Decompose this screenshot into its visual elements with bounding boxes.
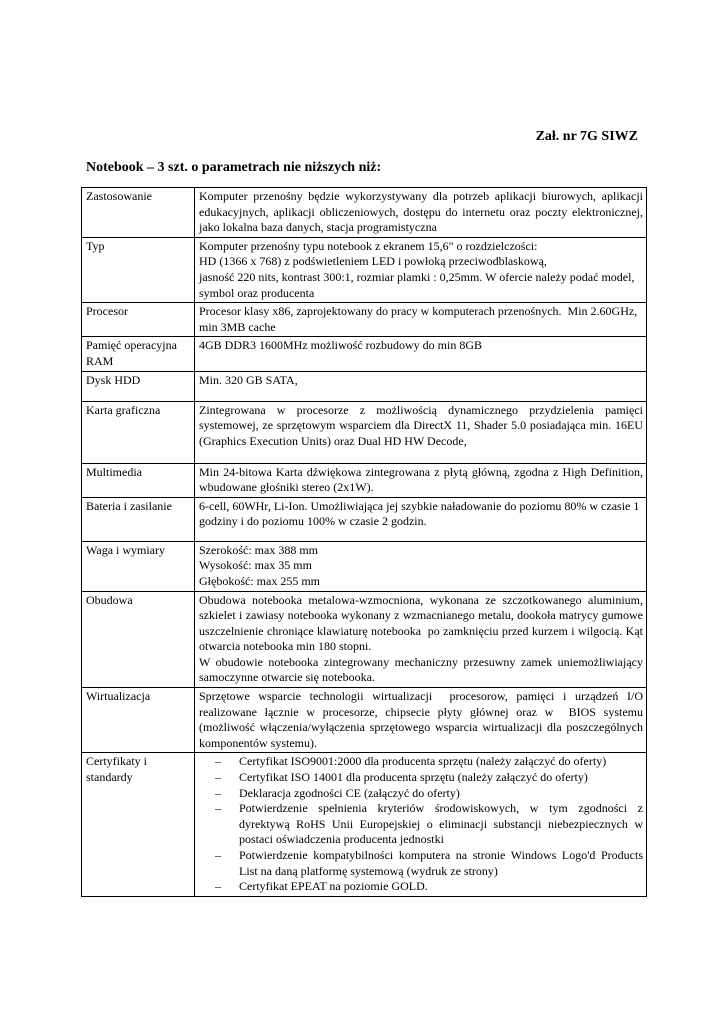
row-value-certyfikaty [195, 753, 647, 896]
annex-label: Zał. nr 7G SIWZ [535, 129, 638, 144]
list-item: – Certyfikat ISO9001:2000 dla producenta sprzętu (należy załączyć do oferty) [215, 754, 643, 770]
row-value-karta-graficzna [195, 401, 647, 463]
row-label-karta-graficzna: Karta graficzna [82, 401, 195, 463]
value-line: Procesor klasy x86, zaprojektowany do pracy w komputerach przenośnych. Min 2.60GHz, min 3MB cache [199, 304, 641, 334]
table-row [82, 188, 647, 238]
table-row [82, 497, 647, 541]
value-line: Komputer przenośny będzie wykorzystywany dla potrzeb aplikacji biurowych, aplikacji edukacyjnych, aplikacji obliczeniowych, dostępu do internetu oraz poczty elektronicznej, jako lokalna baza danych, stacja programistyczna [199, 189, 646, 235]
row-label-certyfikaty: Certyfikaty i standardy [82, 753, 195, 896]
row-value-pamiec [195, 337, 647, 371]
value-line: 4GB DDR3 1600MHz możliwość rozbudowy do min 8GB [199, 338, 482, 353]
row-value-bateria [195, 497, 647, 541]
value-line: Zintegrowana w procesorze z możliwością dynamicznego przydzielenia pamięci systemowej, ze sprzętowym wsparciem dla DirectX 11, Shader 5.0 posiadająca min. 16EU (Graphics Execution Units) oraz Dual HD HW Decode, [199, 402, 646, 448]
list-item: – Deklaracja zgodności CE (załączyć do oferty) [215, 786, 643, 802]
value-line: Min 24-bitowa Karta dźwiękowa zintegrowana z płytą główną, zgodna z High Definition, wbudowane głośniki stereo (2x1W). [199, 464, 646, 495]
value-line: Wysokość: max 35 mm [199, 558, 312, 573]
row-value-waga [195, 541, 647, 591]
row-value-dysk [195, 371, 647, 401]
row-label-obudowa: Obudowa [82, 591, 195, 688]
document-heading: Notebook – 3 szt. o parametrach nie niższych niż: [86, 160, 382, 175]
spec-table-body [82, 188, 647, 897]
row-value-multimedia [195, 463, 647, 497]
table-row [82, 541, 647, 591]
row-label-waga: Waga i wymiary [82, 541, 195, 591]
table-row [82, 753, 647, 896]
value-line: jasność 220 nits, kontrast 300:1, rozmiar plamki : 0,25mm. W ofercie należy podać model, symbol oraz producenta [199, 269, 638, 300]
certificates-list [199, 754, 643, 894]
row-label-wirtualizacja: Wirtualizacja [82, 688, 195, 753]
value-line: Sprzętowe wsparcie technologii wirtualizacji procesorow, pamięci i urządzeń I/O realizowane łącznie w procesorze, chipsecie płyty głównej oraz w BIOS systemu (możliwość włączenia/wyłączenia sprzętowego wsparcia wirtualizacji dla poszczególnych komponentów systemu). [199, 689, 646, 750]
value-line: W obudowie notebooka zintegrowany mechaniczny przesuwny zamek uniemożliwiający samoczynne otwarcie się notebooka. [199, 654, 646, 685]
row-value-procesor [195, 303, 647, 337]
list-item: – Potwierdzenie kompatybilności komputera na stronie Windows Logo'd Products List na daną platformę systemową (wydruk ze strony) [215, 848, 643, 879]
row-label-procesor: Procesor [82, 303, 195, 337]
value-line: Komputer przenośny typu notebook z ekranem 15,6" o rozdzielczości: [199, 238, 538, 253]
row-value-wirtualizacja [195, 688, 647, 753]
row-label-dysk: Dysk HDD [82, 371, 195, 401]
list-item: – Certyfikat EPEAT na poziomie GOLD. [215, 879, 643, 895]
table-row [82, 463, 647, 497]
table-row [82, 401, 647, 463]
value-line: Szerokość: max 388 mm [199, 542, 318, 557]
row-label-pamiec: Pamięć operacyjna RAM [82, 337, 195, 371]
row-value-zastosowanie [195, 188, 647, 238]
row-label-multimedia: Multimedia [82, 463, 195, 497]
row-label-bateria: Bateria i zasilanie [82, 497, 195, 541]
table-row [82, 371, 647, 401]
row-value-typ [195, 237, 647, 302]
value-line: HD (1366 x 768) z podświetleniem LED i powłoką przeciwodblaskową, [199, 254, 547, 269]
list-item: – Certyfikat ISO 14001 dla producenta sprzętu (należy załączyć do oferty) [215, 770, 643, 786]
table-row [82, 237, 647, 302]
list-item: – Potwierdzenie spełnienia kryteriów środowiskowych, w tym zgodności z dyrektywą RoHS Unii Europejskiej o eliminacji substancji niebezpiecznych w postaci oświadczenia producenta jednostki [215, 801, 643, 848]
spec-table [81, 187, 647, 897]
value-line: Głębokość: max 255 mm [199, 573, 320, 588]
value-line: Obudowa notebooka metalowa-wzmocniona, wykonana ze szczotkowanego aluminium, szkielet i zawiasy notebooka wykonany z wzmacnianego metalu, dookoła matrycy gumowe uszczelnienie chroniące klawiaturę notebooka po zamknięciu przed kurzem i wilgocią. Kąt otwarcia notebooka min 180 stopni. [199, 592, 646, 654]
table-row [82, 591, 647, 688]
row-value-obudowa [195, 591, 647, 688]
value-line: 6-cell, 60WHr, Li-Ion. Umożliwiająca jej szybkie naładowanie do poziomu 80% w czasie 1 godziny i do poziomu 100% w czasie 2 godzin. [199, 498, 643, 529]
value-line: Min. 320 GB SATA, [199, 372, 298, 387]
row-label-zastosowanie: Zastosowanie [82, 188, 195, 238]
table-row [82, 303, 647, 337]
row-label-typ: Typ [82, 237, 195, 302]
table-row [82, 337, 647, 371]
table-row [82, 688, 647, 753]
